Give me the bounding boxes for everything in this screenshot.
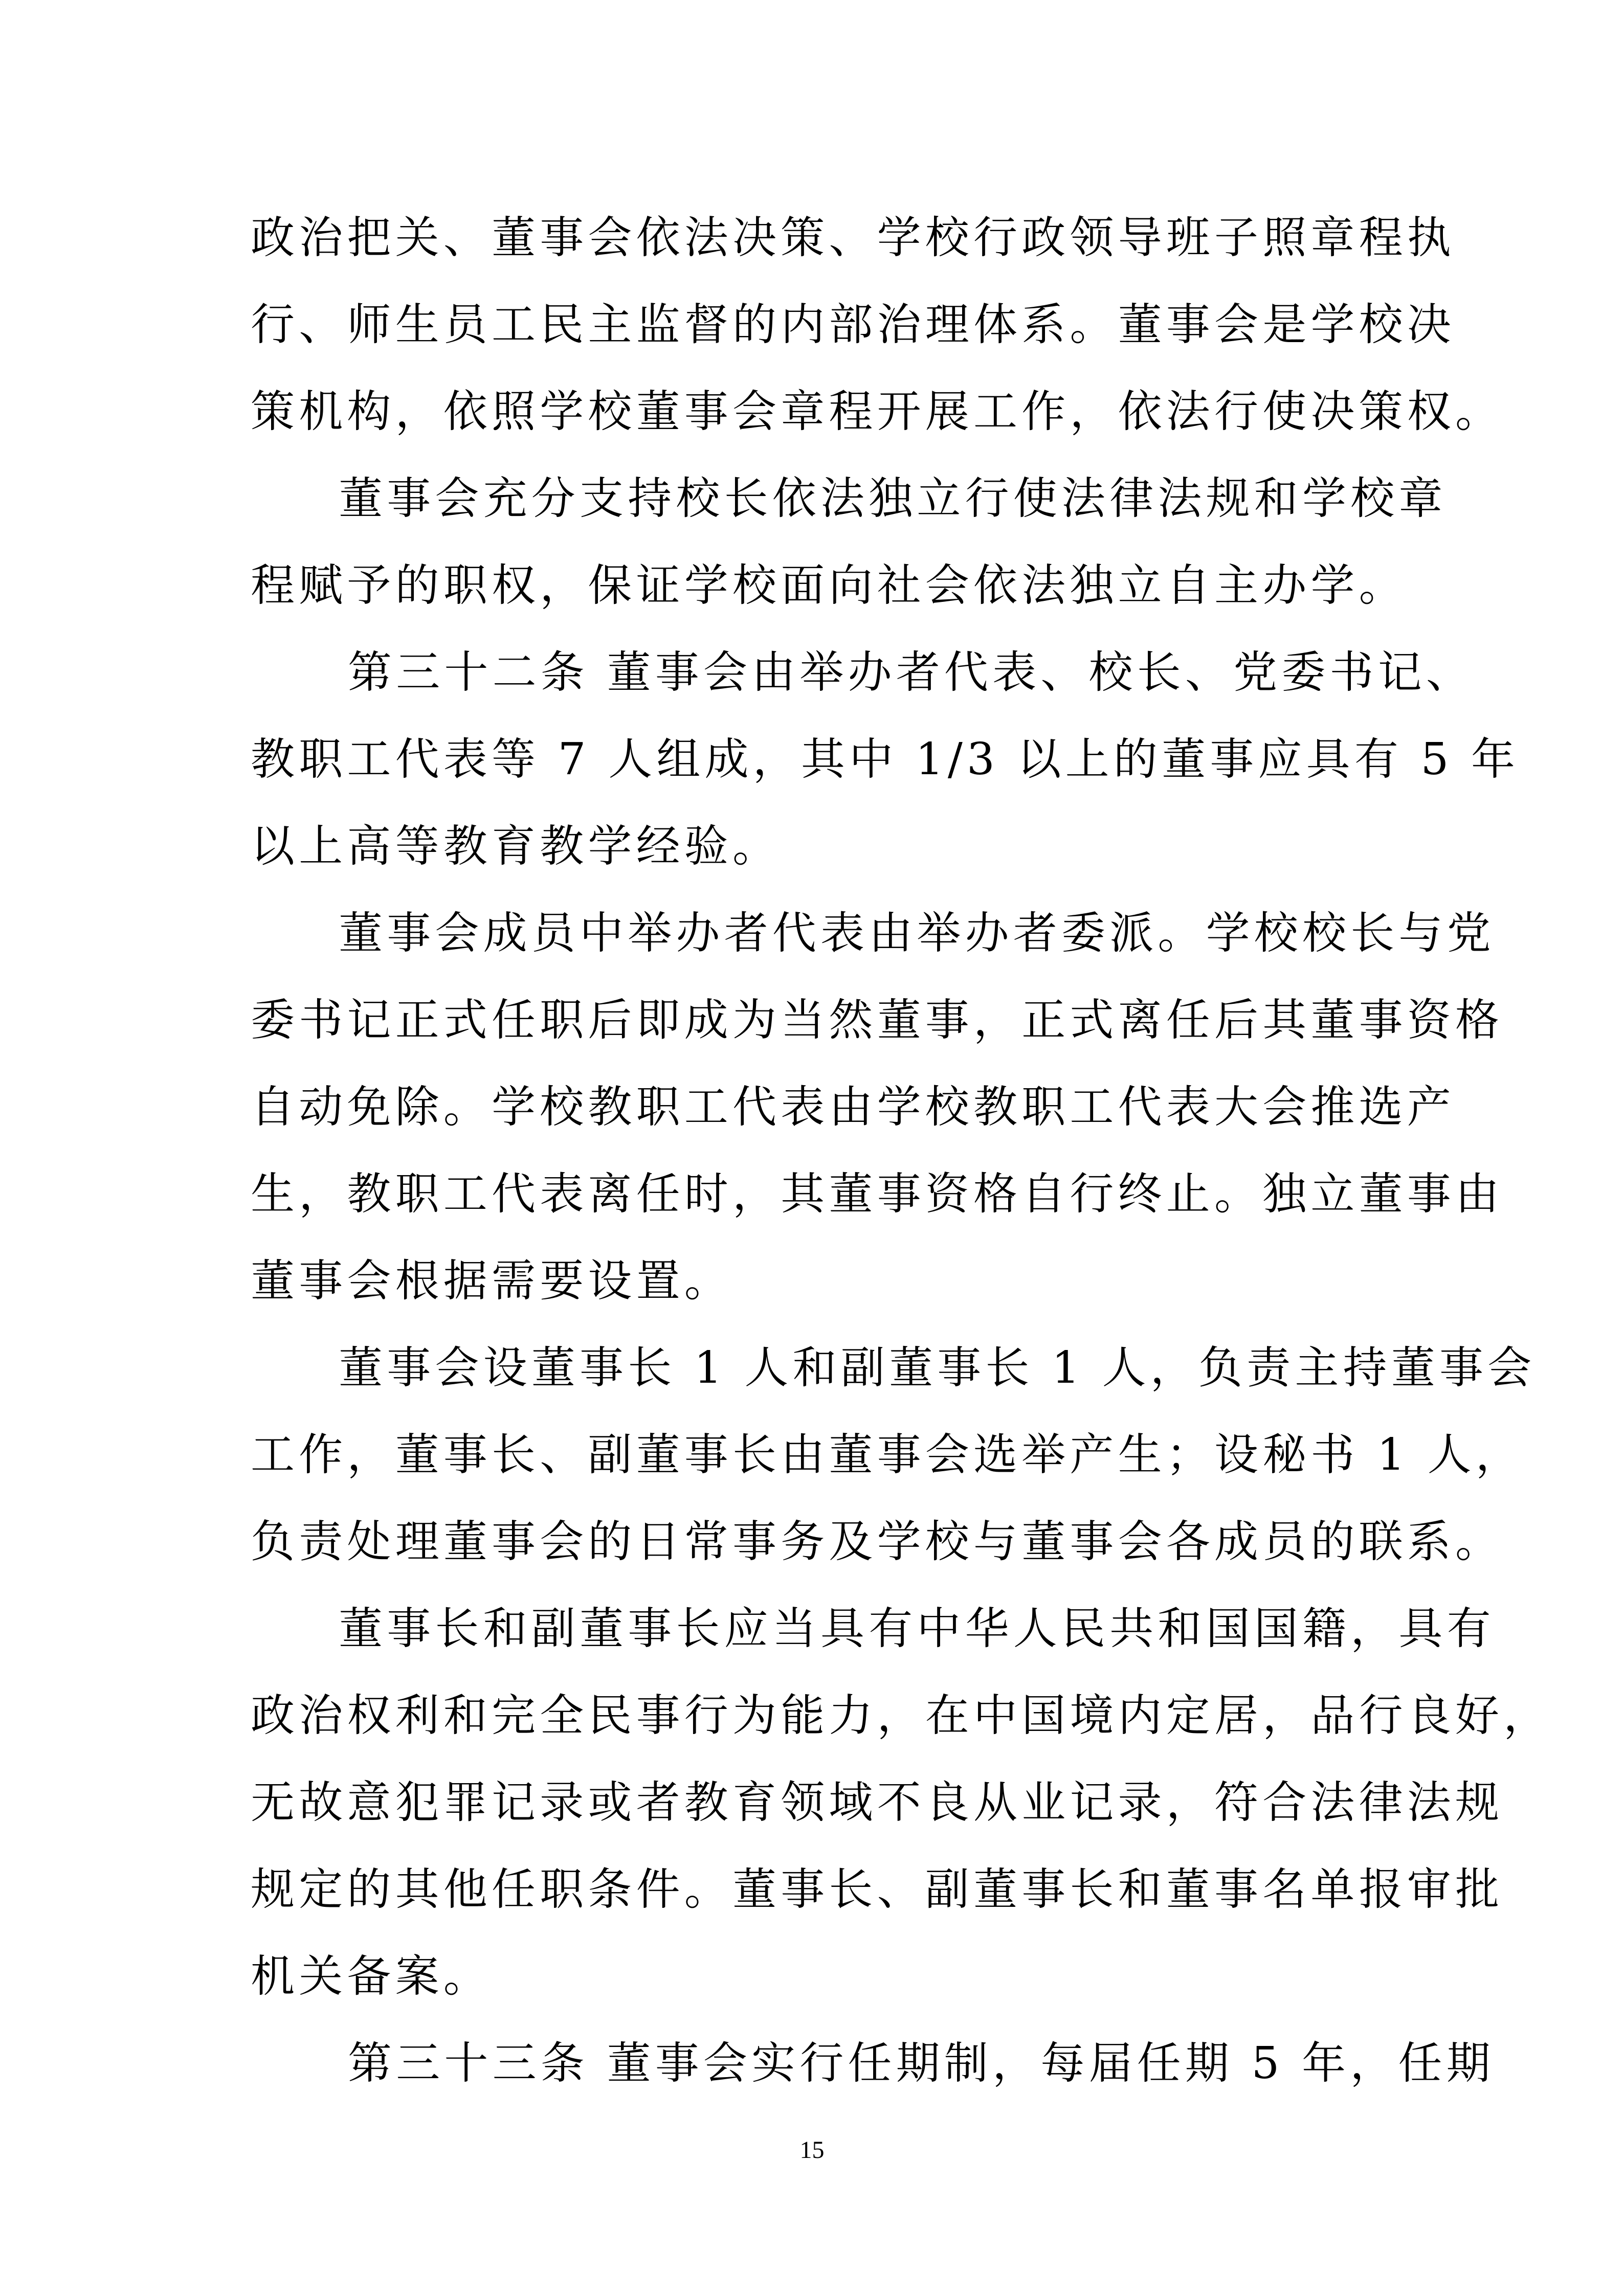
text-line: 程赋予的职权，保证学校面向社会依法独立自主办学。 — [251, 560, 1407, 611]
page-number: 15 — [799, 2136, 825, 2164]
text-line: 生，教职工代表离任时，其董事资格自行终止。独立董事由 — [251, 1168, 1504, 1220]
text-line: 政治把关、董事会依法决策、学校行政领导班子照章程执 — [251, 212, 1455, 263]
article-heading-line: 第三十三条 董事会实行任期制，每届任期 5 年，任期 — [348, 2038, 1495, 2089]
text-line: 董事长和副董事长应当具有中华人民共和国国籍，具有 — [339, 1603, 1495, 1654]
text-line: 教职工代表等 7 人组成，其中 1/3 以上的董事应具有 5 年 — [251, 734, 1520, 785]
text-line: 董事会成员中举办者代表由举办者委派。学校校长与党 — [339, 908, 1495, 959]
text-line: 机关备案。 — [251, 1951, 492, 2002]
text-line: 自动免除。学校教职工代表由学校教职工代表大会推选产 — [251, 1082, 1455, 1133]
text-line: 以上高等教育教学经验。 — [251, 821, 781, 872]
text-line: 工作，董事长、副董事长由董事会选举产生；设秘书 1 人， — [251, 1429, 1524, 1480]
text-line: 无故意犯罪记录或者教育领域不良从业记录，符合法律法规 — [251, 1777, 1504, 1828]
text-line: 策机构，依照学校董事会章程开展工作，依法行使决策权。 — [251, 386, 1504, 437]
text-line: 规定的其他任职条件。董事长、副董事长和董事名单报审批 — [251, 1864, 1504, 1915]
document-body — [251, 194, 1552, 2107]
text-line: 董事会充分支持校长依法独立行使法律法规和学校章 — [339, 473, 1447, 524]
article-heading-line: 第三十二条 董事会由举办者代表、校长、党委书记、 — [348, 647, 1475, 698]
text-line: 行、师生员工民主监督的内部治理体系。董事会是学校决 — [251, 299, 1455, 350]
text-line: 董事会根据需要设置。 — [251, 1255, 732, 1307]
text-line: 委书记正式任职后即成为当然董事，正式离任后其董事资格 — [251, 995, 1504, 1046]
text-line: 负责处理董事会的日常事务及学校与董事会各成员的联系。 — [251, 1516, 1504, 1567]
text-line: 董事会设董事长 1 人和副董事长 1 人，负责主持董事会 — [339, 1342, 1536, 1393]
text-line: 政治权利和完全民事行为能力，在中国境内定居，品行良好， — [251, 1690, 1552, 1741]
